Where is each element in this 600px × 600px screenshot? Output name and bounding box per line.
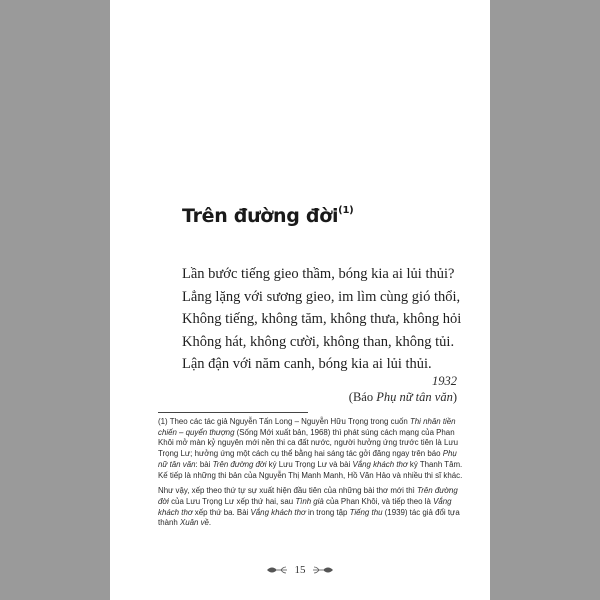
page-folio bbox=[110, 564, 490, 576]
poem-title-text: Trên đường đời bbox=[182, 205, 339, 227]
footnote-text: của Phan Khôi, và tiếp theo là bbox=[323, 496, 434, 506]
footnote-rule bbox=[158, 412, 308, 413]
footnote-paragraph-1 bbox=[158, 417, 464, 481]
footnote-italic-text: Phụ nữ tân văn bbox=[158, 449, 457, 469]
footnote-italic-text: Xuân về bbox=[179, 518, 209, 528]
poem-year: 1932 bbox=[432, 374, 457, 388]
footnote-italic-text: Vắng khách thơ bbox=[352, 459, 408, 469]
footnote-italic-text: Trên đường đời bbox=[158, 486, 458, 506]
footnote-italic-text: Tiếng thu bbox=[349, 507, 383, 517]
source-suffix: ) bbox=[452, 390, 457, 404]
footnote-text: Như vậy, xếp theo thứ tự sự xuất hiện đầu tiên của những bài thơ mới thì bbox=[158, 486, 418, 496]
source-prefix: (Báo bbox=[348, 390, 377, 404]
footnote-text: (Sống Mới xuất bản, 1968) thì phát súng cách mạng của Phan Khôi mở màn kỷ nguyên mới nền thi ca đất nước, người hưởng ứng trước tiên là Lưu Trọng Lư; hưởng ứng một cách cụ thể bằng hai sáng tác gởi đăng ngay trên báo bbox=[158, 427, 459, 459]
source-title: Phụ nữ tân văn bbox=[376, 390, 453, 404]
poem-line: Không tiếng, không tăm, không thưa, không hỏi bbox=[182, 311, 462, 327]
footnote-italic-text: Tình già bbox=[295, 496, 324, 506]
footnote-italic-text: Vắng khách thơ bbox=[158, 496, 452, 517]
leaf-ornament-left-icon bbox=[266, 565, 288, 575]
poem-line: Lần bước tiếng gieo thầm, bóng kia ai lủi thủi? bbox=[182, 266, 455, 282]
poem-line: Không hát, không cười, không than, không tủi. bbox=[182, 333, 455, 350]
footnote bbox=[158, 417, 464, 534]
footnote-italic-text: Trên đường đời bbox=[212, 459, 267, 469]
dateline bbox=[349, 373, 457, 405]
footnote-text: (1939) tác giả đổi tựa thành bbox=[158, 507, 460, 528]
poem-source bbox=[349, 389, 457, 405]
footnote-text: ký Thanh Tâm. Kế tiếp là những thi bản của Nguyễn Thị Manh Manh, Hồ Văn Hảo và nhiều thi sĩ khác. bbox=[158, 459, 463, 480]
footnote-text: ký Lưu Trọng Lư và bài bbox=[266, 459, 353, 469]
poem-line: Lẳng lặng với sương gieo, im lìm cùng gió thổi, bbox=[182, 288, 461, 305]
poem-body bbox=[182, 263, 472, 376]
footnote-text: xếp thứ ba. Bài bbox=[192, 507, 251, 517]
footnote-text: in trong tập bbox=[305, 507, 350, 517]
footnote-paragraph-2 bbox=[158, 486, 464, 529]
footnote-text: . bbox=[208, 518, 212, 528]
footnote-text: : bài bbox=[195, 459, 213, 469]
footnote-text: của Lưu Trọng Lư xếp thứ hai, sau bbox=[168, 496, 296, 506]
page-number: 15 bbox=[294, 564, 306, 577]
title-footnote-ref: (1) bbox=[338, 204, 354, 216]
book-page bbox=[110, 0, 490, 600]
poem-line: Lận đận với năm canh, bóng kia ai lủi thủi. bbox=[182, 356, 432, 372]
footnote-italic-text: Vắng khách thơ bbox=[250, 507, 306, 517]
poem-title bbox=[182, 205, 353, 227]
footnote-italic-text: Thi nhân tiền chiến – quyển thượng bbox=[158, 417, 456, 437]
leaf-ornament-right-icon bbox=[312, 565, 334, 575]
footnote-text: (1) Theo các tác giả Nguyễn Tấn Long – Nguyễn Hữu Trọng trong cuốn bbox=[158, 417, 410, 426]
